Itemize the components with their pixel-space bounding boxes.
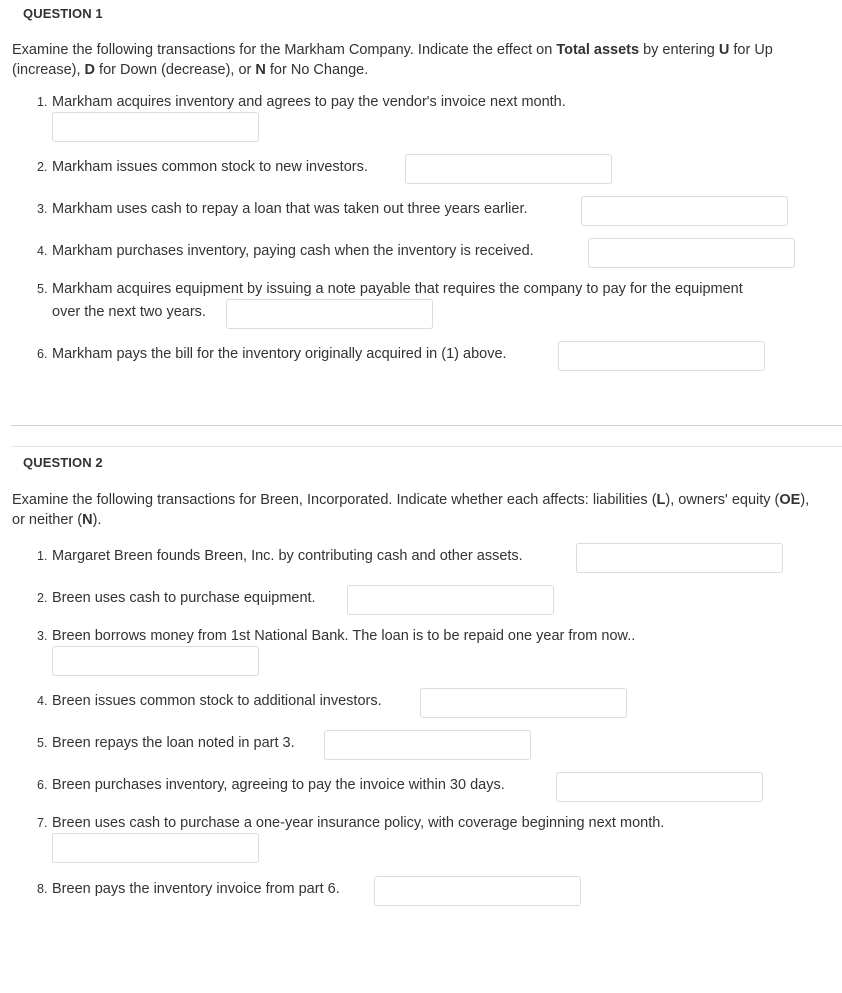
q2-item-6-number: 6.: [37, 778, 48, 792]
q2-item-1-answer-input[interactable]: [576, 543, 783, 573]
q2-item-2: [37, 588, 316, 608]
q1-item-6: [37, 344, 507, 364]
q1-item-5-text: Markham acquires equipment by issuing a note payable that requires the company to pay for the equipment: [52, 281, 743, 297]
q1-item-3-answer-input[interactable]: [581, 196, 788, 226]
q1-item-4-number: 4.: [37, 244, 48, 258]
q2-item-8: [37, 879, 340, 899]
q2-item-3-text: Breen borrows money from 1st National Bank. The loan is to be repaid one year from now..: [52, 628, 636, 644]
q1-item-1-answer-input[interactable]: [52, 112, 259, 142]
q1-item-3-text: Markham uses cash to repay a loan that was taken out three years earlier.: [52, 201, 528, 217]
q1-item-4-answer-input[interactable]: [588, 238, 795, 268]
q2-item-4: [37, 691, 382, 711]
q2-item-3-answer-input[interactable]: [52, 646, 259, 676]
q1-item-4-text: Markham purchases inventory, paying cash when the inventory is received.: [52, 243, 534, 259]
q2-item-6-text: Breen purchases inventory, agreeing to pay the invoice within 30 days.: [52, 777, 505, 793]
q1-item-1-number: 1.: [37, 95, 48, 109]
q2-item-2-text: Breen uses cash to purchase equipment.: [52, 590, 316, 606]
q2-item-5-number: 5.: [37, 736, 48, 750]
question-2-instructions: Examine the following transactions for Breen, Incorporated. Indicate whether each affects: liabilities (L), owners' equity (OE), or neither (N).: [12, 492, 810, 528]
q2-item-3-number: 3.: [37, 629, 48, 643]
q1-item-2-number: 2.: [37, 160, 48, 174]
q1-item-5: [37, 279, 743, 299]
q1-item-3: [37, 199, 528, 219]
q2-item-8-number: 8.: [37, 882, 48, 896]
q2-item-1-number: 1.: [37, 549, 48, 563]
q2-item-6: [37, 775, 505, 795]
question-2-title: QUESTION 2: [23, 455, 103, 470]
q1-item-5-text-continued: over the next two years.: [52, 304, 206, 320]
question-1-instructions: Examine the following transactions for the Markham Company. Indicate the effect on Total assets by entering U for Up (increase), D for Down (decrease), or N for No Change.: [12, 42, 773, 78]
q1-item-6-answer-input[interactable]: [558, 341, 765, 371]
q2-item-1: [37, 546, 523, 566]
q1-item-2-text: Markham issues common stock to new investors.: [52, 159, 368, 175]
q2-item-1-text: Margaret Breen founds Breen, Inc. by contributing cash and other assets.: [52, 548, 523, 564]
section-divider: [11, 425, 842, 426]
q1-item-6-text: Markham pays the bill for the inventory originally acquired in (1) above.: [52, 346, 507, 362]
q1-item-6-number: 6.: [37, 347, 48, 361]
q1-item-1-text: Markham acquires inventory and agrees to pay the vendor's invoice next month.: [52, 94, 566, 110]
q1-item-4: [37, 241, 534, 261]
section-divider-light: [11, 446, 842, 447]
q2-item-6-answer-input[interactable]: [556, 772, 763, 802]
q1-item-1: [37, 92, 566, 112]
q2-item-2-answer-input[interactable]: [347, 585, 554, 615]
q2-item-7-text: Breen uses cash to purchase a one-year insurance policy, with coverage beginning next month.: [52, 815, 665, 831]
q2-item-4-text: Breen issues common stock to additional investors.: [52, 693, 382, 709]
q1-item-3-number: 3.: [37, 202, 48, 216]
q1-item-2: [37, 157, 368, 177]
q2-item-4-number: 4.: [37, 694, 48, 708]
question-1-title: QUESTION 1: [23, 6, 103, 21]
q2-item-8-answer-input[interactable]: [374, 876, 581, 906]
q2-item-7: [37, 813, 664, 833]
q2-item-5-text: Breen repays the loan noted in part 3.: [52, 735, 295, 751]
q1-item-5-number: 5.: [37, 282, 48, 296]
q2-item-7-answer-input[interactable]: [52, 833, 259, 863]
q2-item-5-answer-input[interactable]: [324, 730, 531, 760]
q1-item-2-answer-input[interactable]: [405, 154, 612, 184]
q2-item-2-number: 2.: [37, 591, 48, 605]
q2-item-8-text: Breen pays the inventory invoice from part 6.: [52, 881, 340, 897]
q1-item-5-continued: [52, 302, 206, 322]
q1-item-5-answer-input[interactable]: [226, 299, 433, 329]
q2-item-3: [37, 626, 635, 646]
q2-item-7-number: 7.: [37, 816, 48, 830]
q2-item-5: [37, 733, 295, 753]
q2-item-4-answer-input[interactable]: [420, 688, 627, 718]
